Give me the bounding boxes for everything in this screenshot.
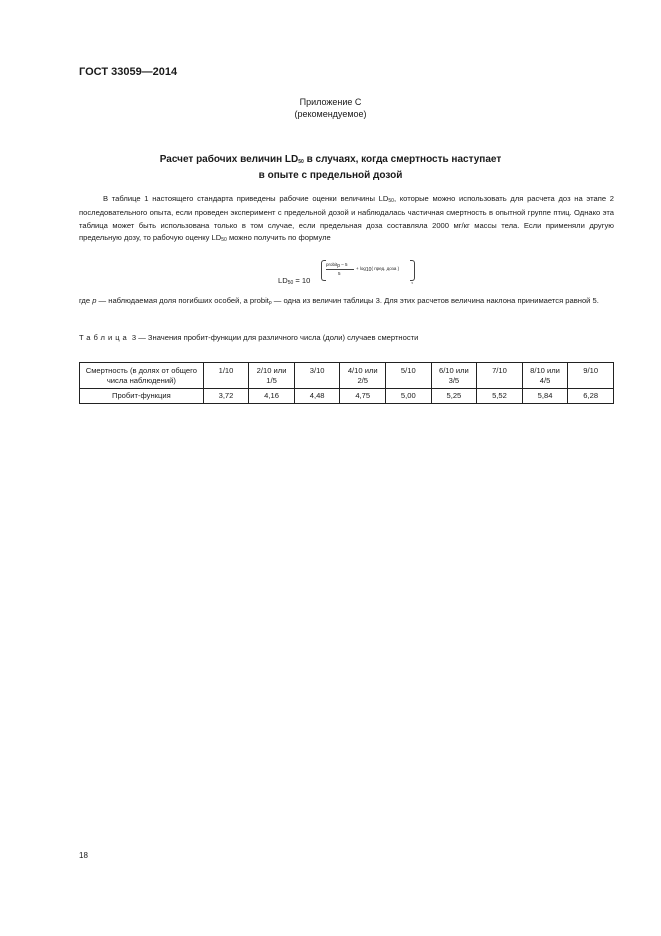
- formula-log-term: + $\log_{10}$( пред. доза ): [356, 266, 400, 273]
- row-header-probit: Пробит-функция: [80, 389, 204, 404]
- probit-cell: 5,00: [386, 389, 432, 404]
- mortality-cell: 2/10 или 1/5: [249, 363, 295, 389]
- table-caption: Таблица 3 — Значения пробит-функции для различного числа (доли) случаев смертности: [79, 333, 419, 342]
- row-header-mortality: Смертность (в долях от общего числа наблюдений): [80, 363, 204, 389]
- mortality-cell: 7/10: [477, 363, 523, 389]
- mortality-cell: 1/10: [203, 363, 249, 389]
- probit-cell: 4,48: [294, 389, 340, 404]
- mortality-cell: 6/10 или 3/5: [431, 363, 477, 389]
- probit-cell: 5,52: [477, 389, 523, 404]
- probit-cell: 6,28: [568, 389, 614, 404]
- appendix-label: Приложение С: [299, 97, 362, 107]
- probit-cell: 3,72: [203, 389, 249, 404]
- table-row-mortality: [80, 363, 614, 389]
- formula-comma: ,: [411, 276, 414, 285]
- probit-cell: 4,16: [249, 389, 295, 404]
- formula-numerator: probit$_p$ – 5: [326, 262, 348, 269]
- formula-exponent: [321, 260, 415, 280]
- explanation-paragraph: где p — наблюдаемая доля погибших особей, а probit$_p$ — одна из величин таблицы 3. Для этих расчетов величина наклона принимается равной 5.: [79, 296, 599, 306]
- page-number: 18: [79, 851, 88, 860]
- table-row-probit: [80, 389, 614, 404]
- mortality-cell: 5/10: [386, 363, 432, 389]
- mortality-cell: 3/10: [294, 363, 340, 389]
- section-title-line1: Расчет рабочих величин $LD_{50}$ в случаях, когда смертность наступает: [159, 154, 502, 165]
- mortality-cell: 9/10: [568, 363, 614, 389]
- intro-paragraph: В таблице 1 настоящего стандарта приведены рабочие оценки величины $LD_{50}$, которые можно использовать для расчета доз на этапе 2 последовательного опыта, если проведен эксперимент с предельной дозой и наблюдалась частичная смертность в опытной группе птиц. Однако эта таблица может быть использована только в том случае, если предельная доза составляла 2000 мг/кг массы тела. Если применяли другую предельную дозу, то рабочую оценку $LD_{50}$ можно получить по формуле: [79, 194, 614, 244]
- formula-lhs: $LD_{50} = 10$: [278, 276, 311, 286]
- standard-number: ГОСТ 33059—2014: [79, 66, 178, 78]
- section-title: [100, 153, 561, 182]
- probit-table: [79, 362, 614, 404]
- formula-denominator: 5: [338, 271, 341, 276]
- mortality-cell: 4/10 или 2/5: [340, 363, 386, 389]
- section-title-line2: в опыте с предельной дозой: [258, 170, 403, 181]
- probit-cell: 5,25: [431, 389, 477, 404]
- probit-cell: 5,84: [522, 389, 568, 404]
- fraction-bar: [326, 269, 354, 270]
- probit-cell: 4,75: [340, 389, 386, 404]
- mortality-cell: 8/10 или 4/5: [522, 363, 568, 389]
- ld50-formula: [258, 255, 418, 285]
- appendix-type: (рекомендуемое): [294, 109, 367, 119]
